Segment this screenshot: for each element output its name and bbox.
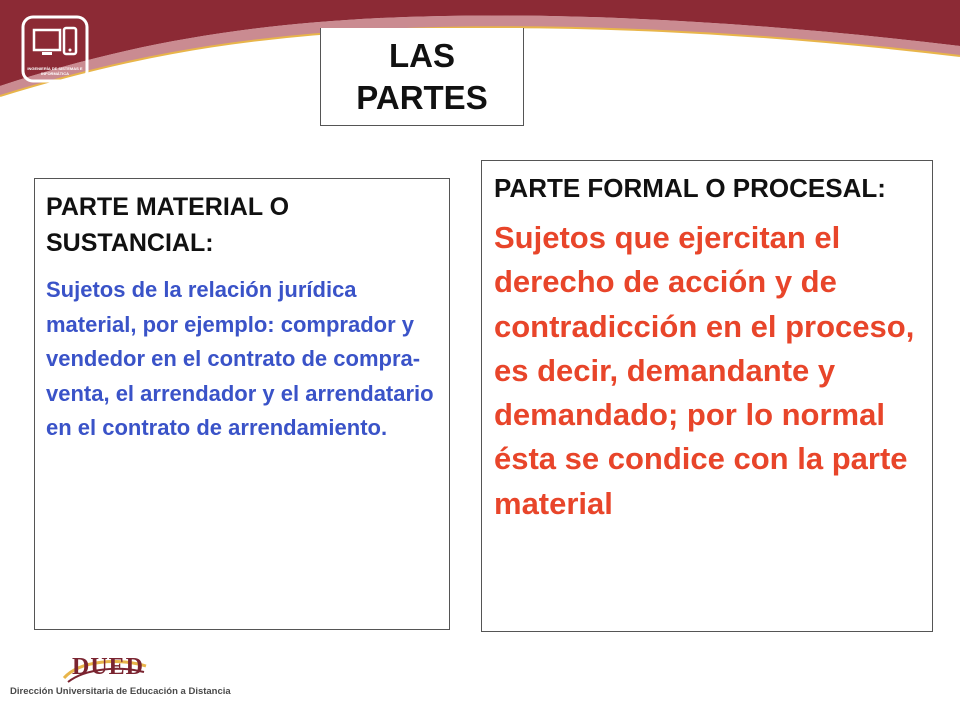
title-line-2: PARTES	[356, 78, 488, 116]
logo-caption: INGENIERÍA DE SISTEMAS E INFORMÁTICA	[27, 66, 83, 76]
material-part-box	[34, 178, 450, 630]
formal-part-box	[481, 160, 933, 632]
title-line-1: LAS	[389, 36, 455, 74]
title-box	[320, 28, 524, 126]
dued-caption: Dirección Universitaria de Educación a Distancia	[10, 686, 231, 697]
formal-part-heading: PARTE FORMAL O PROCESAL:	[494, 173, 886, 203]
formal-part-body: Sujetos que ejercitan el derecho de acción y de contradicción en el proceso, es decir, demandante y demandado; por lo normal ésta se condice con la parte material	[494, 220, 915, 521]
dued-logo	[10, 652, 310, 712]
dued-wordmark: DUED	[72, 654, 145, 680]
material-part-body: Sujetos de la relación jurídica material, por ejemplo: comprador y vendedor en el contrato de compra-venta, el arrendador y el arrendatario en el contrato de arrendamiento.	[46, 277, 434, 440]
faculty-logo	[20, 14, 90, 84]
material-part-heading: PARTE MATERIAL O SUSTANCIAL:	[46, 193, 290, 257]
